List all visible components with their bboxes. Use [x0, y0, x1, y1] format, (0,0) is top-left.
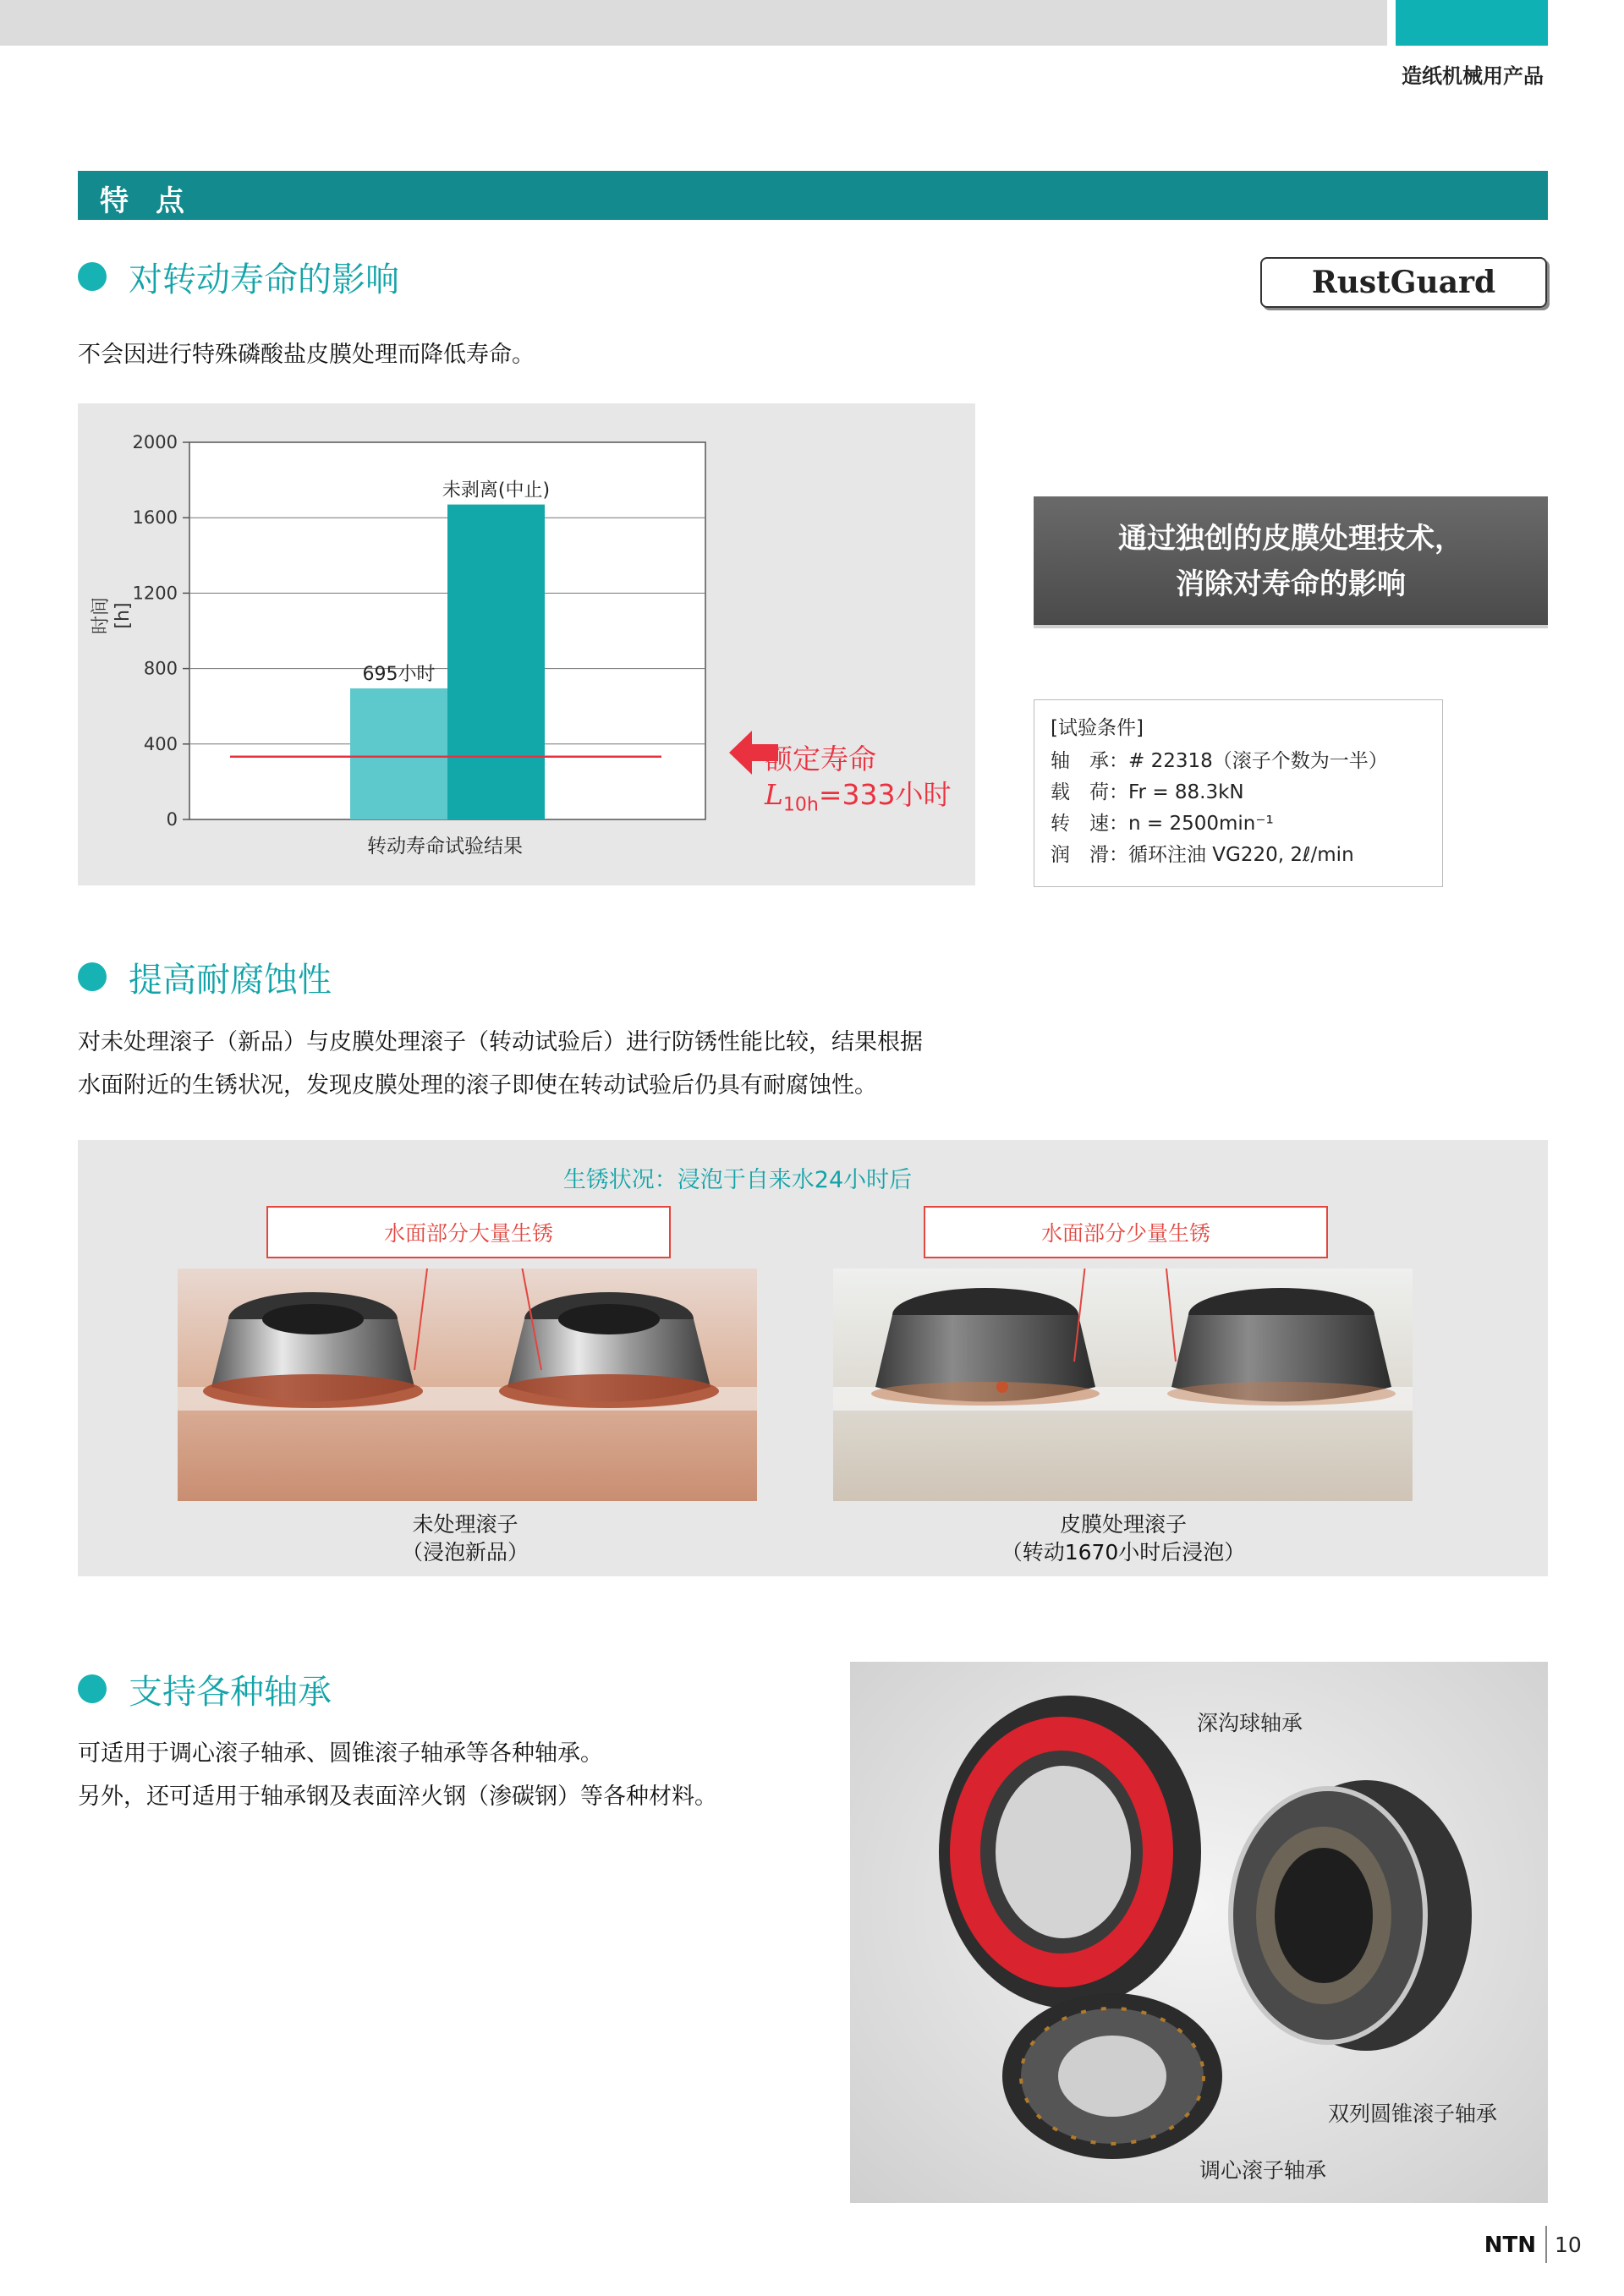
rust-panel-title: 生锈状况：浸泡于自来水24小时后 — [562, 1167, 913, 1193]
roller — [203, 1292, 423, 1408]
treated-caption — [912, 1510, 1335, 1566]
treated-roller-photo — [833, 1269, 1413, 1501]
condition-row — [1051, 808, 1274, 836]
condition-label: 载 荷： — [1051, 781, 1128, 803]
untreated-caption — [254, 1510, 677, 1566]
caption-line: （转动1670小时后浸泡） — [1001, 1540, 1246, 1564]
condition-value: 循环注油 VG220, 2ℓ/min — [1128, 844, 1354, 866]
corrosion-text-line: 对未处理滚子（新品）与皮膜处理滚子（转动试验后）进行防锈性能比较，结果根据 — [78, 1029, 923, 1055]
corrosion-heading: 提高耐腐蚀性 — [129, 961, 332, 1000]
condition-value: # 22318（滚子个数为一半） — [1128, 750, 1388, 772]
bar-label: 695小时 — [362, 664, 436, 686]
condition-label: 转 速： — [1051, 813, 1128, 835]
rated-life-value: =333小时 — [818, 778, 952, 811]
condition-label: 润 滑： — [1051, 844, 1128, 866]
caption-line: 未处理滚子 — [412, 1512, 518, 1537]
spherical-roller-bearing-label: 调心滚子轴承 — [1199, 2158, 1327, 2183]
rated-life-label: 额定寿命 — [765, 743, 876, 775]
deep-groove-ball-bearing-icon — [939, 1696, 1201, 2008]
rustguard-logo: RustGuard — [1260, 257, 1547, 308]
highlight-text — [1034, 516, 1548, 607]
double-row-tapered-roller-bearing-icon — [1231, 1780, 1472, 2051]
tapered-roller-bearing-label: 双列圆锥滚子轴承 — [1328, 2101, 1498, 2126]
section-title: 特点 — [100, 184, 211, 218]
bullet-icon — [78, 1674, 107, 1703]
corrosion-text-line: 水面附近的生锈状况，发现皮膜处理的滚子即使在转动试验后仍具有耐腐蚀性。 — [78, 1072, 877, 1099]
support-text-line: 可适用于调心滚子轴承、圆锥滚子轴承等各种轴承。 — [78, 1740, 603, 1767]
heavy-rust-label: 水面部分大量生锈 — [266, 1206, 671, 1258]
rated-life-symbol: L — [765, 778, 783, 811]
roller — [871, 1288, 1100, 1406]
chart-x-label: 转动寿命试验结果 — [367, 836, 523, 858]
life-heading: 对转动寿命的影响 — [129, 260, 399, 299]
spherical-roller-bearing-icon — [1002, 1993, 1222, 2159]
condition-row — [1051, 745, 1388, 773]
highlight-line-1: 通过独创的皮膜处理技术， — [1118, 522, 1463, 556]
condition-value: Fr = 88.3kN — [1128, 781, 1244, 803]
top-bar — [0, 0, 1387, 46]
rated-life-formula — [765, 773, 952, 816]
ntn-logo: NTN — [1484, 2233, 1536, 2258]
support-text-line: 另外，还可适用于轴承钢及表面淬火钢（渗碳钢）等各种材料。 — [78, 1784, 717, 1810]
condition-label: 轴 承： — [1051, 750, 1128, 772]
bar — [447, 505, 545, 819]
support-heading: 支持各种轴承 — [129, 1673, 332, 1712]
conditions-title: [试验条件] — [1051, 717, 1144, 739]
bullet-icon — [78, 262, 107, 291]
condition-row — [1051, 776, 1244, 804]
life-text: 不会因进行特殊磷酸盐皮膜处理而降低寿命。 — [78, 342, 535, 368]
rated-life-subscript: 10h — [782, 794, 819, 816]
roller — [499, 1292, 719, 1408]
condition-value: n = 2500min⁻¹ — [1128, 813, 1274, 835]
y-tick-label: 2000 — [132, 432, 178, 452]
highlight-line-2: 消除对寿命的影响 — [1176, 567, 1406, 601]
bullet-icon — [78, 962, 107, 991]
page-number: 10 — [1555, 2233, 1582, 2257]
top-accent-bar — [1396, 0, 1548, 46]
condition-row — [1051, 839, 1354, 867]
y-tick-label: 800 — [143, 658, 178, 679]
category-label: 造纸机械用产品 — [1402, 64, 1544, 88]
footer-divider — [1545, 2226, 1547, 2263]
untreated-roller-photo — [178, 1269, 757, 1501]
section-bar — [78, 171, 1548, 220]
caption-line: （浸泡新品） — [401, 1540, 529, 1564]
y-tick-label: 1600 — [132, 507, 178, 529]
y-tick-label: 0 — [166, 809, 178, 830]
bar-label: 未剥离(中止) — [442, 479, 551, 501]
deep-groove-ball-bearing-label: 深沟球轴承 — [1197, 1711, 1303, 1735]
chart-y-title: 时间 [h] — [91, 597, 134, 635]
support-text — [78, 1732, 717, 1818]
caption-line: 皮膜处理滚子 — [1059, 1512, 1187, 1537]
roller — [1167, 1288, 1396, 1406]
light-rust-label: 水面部分少量生锈 — [924, 1206, 1328, 1258]
bar — [350, 688, 447, 819]
y-tick-label: 1200 — [132, 583, 178, 604]
y-tick-label: 400 — [143, 733, 178, 754]
corrosion-text — [78, 1021, 923, 1107]
